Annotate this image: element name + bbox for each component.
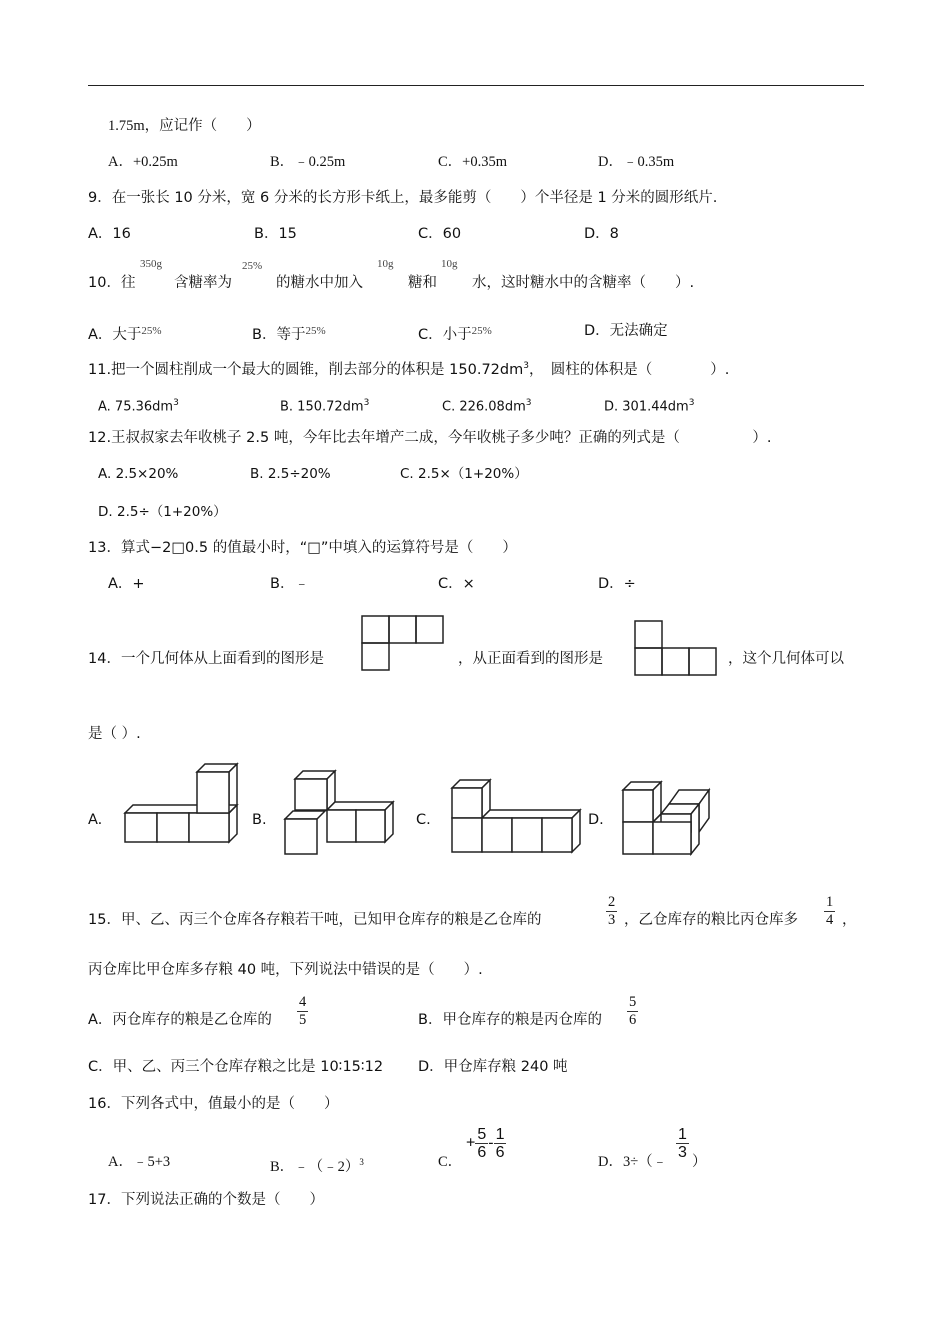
q14-option-b-label[interactable]: B.: [252, 812, 267, 828]
q14-line-2: 是（ ）.: [88, 726, 141, 742]
q14-option-c-figure[interactable]: [450, 772, 584, 858]
q9-option-d[interactable]: D．8: [584, 226, 619, 242]
q14-option-c-label[interactable]: C.: [416, 812, 431, 828]
q10-text-2: 的糖水中加入: [276, 275, 363, 291]
q10-option-b[interactable]: B．等于$^{25\%}$: [252, 325, 326, 343]
q12-option-a[interactable]: A. 2.5×20%: [98, 466, 179, 482]
q12-option-d[interactable]: D. 2.5÷（1+20%）: [98, 504, 227, 520]
top-view-figure: [361, 615, 447, 673]
q14-option-d-label[interactable]: D.: [588, 812, 604, 828]
q14-text-3: ，这个几何体可以: [728, 651, 844, 667]
q11-option-c[interactable]: C. $226.08dm^3$: [442, 398, 532, 415]
q16-option-d-tail: ）: [692, 1154, 707, 1170]
q15-fraction-2-3: $\frac{2}{3}$: [608, 894, 616, 928]
q11-option-a[interactable]: A. $75.36dm^3$: [98, 398, 179, 415]
q8-option-b[interactable]: B．﹣0.25m: [270, 154, 346, 170]
q8-stem: 1.75m，应记作（ ）: [108, 118, 261, 134]
q10-prefix: 10．往: [88, 275, 136, 291]
q10-text-3: 糖和: [408, 275, 437, 291]
q13-stem: 13．算式−2□0.5 的值最小时，“□”中填入的运算符号是（ ）: [88, 540, 517, 556]
q13-option-a[interactable]: A．+: [108, 576, 145, 592]
q9-option-c[interactable]: C．60: [418, 226, 462, 242]
q13-option-b[interactable]: B．﹣: [270, 576, 309, 592]
q14-option-a-label[interactable]: A.: [88, 812, 103, 828]
q8-option-c[interactable]: C．+0.35m: [438, 154, 508, 170]
q10-option-d[interactable]: D．无法确定: [584, 323, 668, 339]
q15-text-2: ，乙仓库存的粮比丙仓库多: [624, 912, 798, 928]
q12-stem: 12.王叔叔家去年收桃子 2.5 吨，今年比去年增产二成，今年收桃子多少吨？正确的列式是（ ）.: [88, 430, 772, 446]
q16-option-b[interactable]: B．﹣（﹣2）$^3$: [270, 1157, 364, 1175]
q15-option-b[interactable]: B．甲仓库存的粮是丙仓库的: [418, 1012, 602, 1028]
q16-option-a[interactable]: A．﹣5+3: [108, 1154, 171, 1170]
q10-value-10g-water: 10g: [441, 258, 458, 270]
header-rule: [88, 85, 864, 86]
q10-text-1: 含糖率为: [174, 275, 232, 291]
q15-text-1: 15．甲、乙、丙三个仓库各存粮若干吨，已知甲仓库存的粮是乙仓库的: [88, 912, 542, 928]
q8-option-d[interactable]: D．﹣0.35m: [598, 154, 675, 170]
q16-option-c-expression: + $\frac{5}{6}$ - $\frac{1}{6}$: [466, 1126, 505, 1161]
q10-value-350g: 350g: [140, 258, 162, 270]
q11-stem: 11.把一个圆柱削成一个最大的圆锥，削去部分的体积是 $150.72dm^3$， 圆柱的体积是（ ）.: [88, 361, 730, 378]
q15-option-d[interactable]: D．甲仓库存粮 240 吨: [418, 1059, 568, 1075]
q16-option-d-fraction: $\frac{1}{3}$: [678, 1126, 687, 1161]
q12-option-b[interactable]: B. 2.5÷20%: [250, 466, 331, 482]
q16-stem: 16．下列各式中，值最小的是（ ）: [88, 1096, 339, 1112]
q10-option-c[interactable]: C．小于$^{25\%}$: [418, 325, 492, 343]
q8-option-a[interactable]: A．+0.25m: [108, 154, 178, 170]
q11-option-b[interactable]: B. $150.72dm^3$: [280, 398, 370, 415]
q9-stem: 9．在一张长 10 分米，宽 6 分米的长方形卡纸上，最多能剪（ ）个半径是 1 分米的圆形纸片.: [88, 190, 718, 206]
q15-option-b-fraction: $\frac{5}{6}$: [629, 994, 637, 1028]
q10-value-25pct: 25%: [242, 260, 263, 272]
q10-value-10g-sugar: 10g: [377, 258, 394, 270]
q12-option-c[interactable]: C. 2.5×（1+20%）: [400, 466, 528, 482]
q15-option-a-fraction: $\frac{4}{5}$: [299, 994, 307, 1028]
q15-option-a[interactable]: A．丙仓库存的粮是乙仓库的: [88, 1012, 272, 1028]
q10-text-4: 水，这时糖水中的含糖率（ ）.: [472, 275, 695, 291]
q10-option-a[interactable]: A．大于$^{25\%}$: [88, 325, 162, 343]
q14-option-b-figure[interactable]: [282, 768, 400, 860]
q13-option-c[interactable]: C．×: [438, 576, 475, 592]
q14-text-1: 14．一个几何体从上面看到的图形是: [88, 651, 324, 667]
q16-option-c[interactable]: C．: [438, 1154, 463, 1170]
q14-text-2: ，从正面看到的图形是: [458, 651, 603, 667]
front-view-figure: [634, 620, 720, 678]
q17-stem: 17．下列说法正确的个数是（ ）: [88, 1192, 324, 1208]
q9-option-a[interactable]: A．16: [88, 226, 131, 242]
q9-option-b[interactable]: B．15: [254, 226, 297, 242]
q11-option-d[interactable]: D. $301.44dm^3$: [604, 398, 695, 415]
q14-option-d-figure[interactable]: [620, 778, 716, 858]
q15-line-2: 丙仓库比甲仓库多存粮 40 吨，下列说法中错误的是（ ）.: [88, 962, 483, 978]
q15-fraction-1-4: $\frac{1}{4}$: [826, 894, 834, 928]
q15-option-c[interactable]: C．甲、乙、丙三个仓库存粮之比是 10∶15∶12: [88, 1059, 384, 1075]
q14-option-a-figure[interactable]: [122, 762, 240, 854]
q15-text-3: ，: [842, 912, 857, 928]
q13-option-d[interactable]: D．÷: [598, 576, 636, 592]
q16-option-d[interactable]: D．3÷（﹣: [598, 1154, 668, 1170]
